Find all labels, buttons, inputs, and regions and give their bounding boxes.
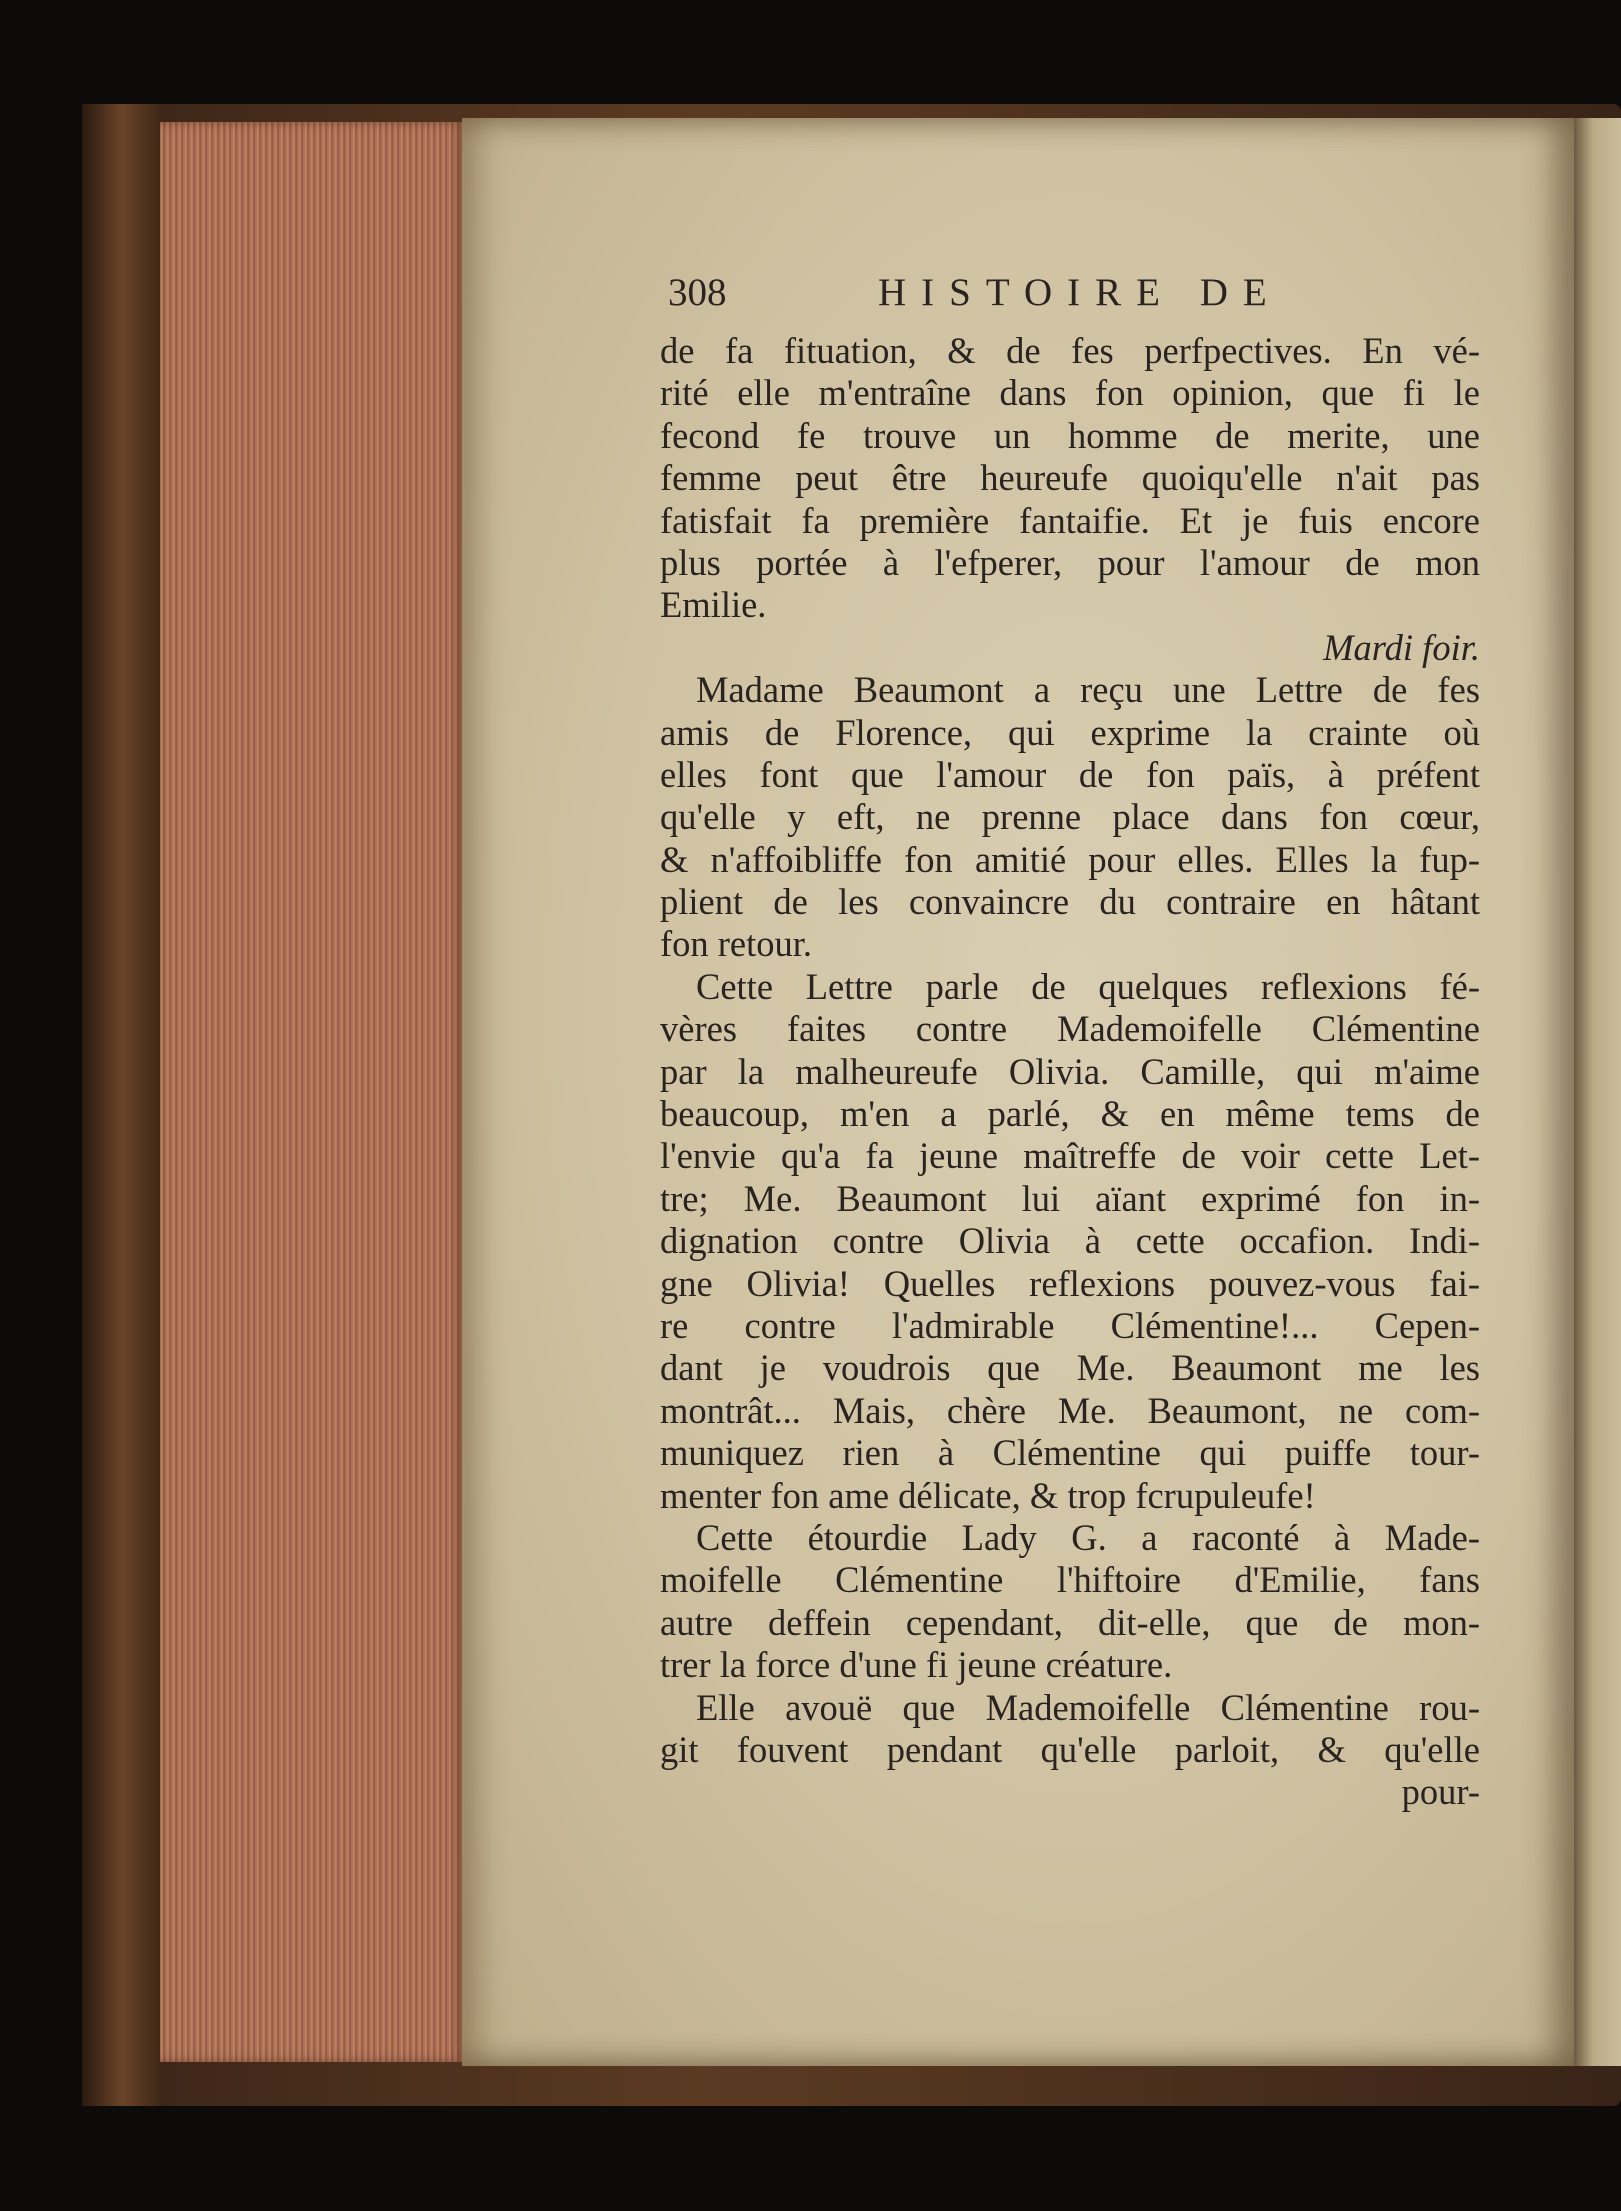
text-line: gne Olivia! Quelles reflexions pouvez-vous fai- xyxy=(660,1262,1480,1304)
body-text xyxy=(660,330,1480,1814)
text-line: trer la force d'une fi jeune créature. xyxy=(660,1644,1173,1686)
text-line: & n'affoibliffe fon amitié pour elles. Elles la fup- xyxy=(660,838,1480,880)
text-line: l'envie qu'a fa jeune maîtreffe de voir cette Let- xyxy=(660,1135,1480,1177)
text-line: Emilie. xyxy=(660,584,767,626)
text-line: plus portée à l'efperer, pour l'amour de mon xyxy=(660,541,1480,583)
text-line: Elle avouë que Mademoifelle Clémentine rou- xyxy=(696,1686,1480,1728)
text-line: Cette étourdie Lady G. a raconté à Made- xyxy=(696,1516,1480,1558)
text-line: fon retour. xyxy=(660,923,813,965)
text-line: amis de Florence, qui exprime la crainte où xyxy=(660,711,1480,753)
running-head: HISTOIRE DE xyxy=(878,271,1282,314)
text-line: de fa fituation, & de fes perfpectives. En vé- xyxy=(660,330,1480,371)
catchword-line xyxy=(660,1771,1480,1813)
text-line: rité elle m'entraîne dans fon opinion, que fi le xyxy=(660,372,1480,414)
text-line: beaucoup, m'en a parlé, & en même tems de xyxy=(660,1093,1480,1135)
catchword: pour- xyxy=(1401,1771,1480,1813)
text-line: elles font que l'amour de fon païs, à préfent xyxy=(660,753,1480,795)
text-line: fecond fe trouve un homme de merite, une xyxy=(660,414,1480,456)
page-edges xyxy=(160,122,465,2062)
facing-page-edge xyxy=(1574,118,1621,2066)
text-line: par la malheureufe Olivia. Camille, qui m'aime xyxy=(660,1050,1480,1092)
text-line: plient de les convaincre du contraire en hâtant xyxy=(660,881,1480,923)
page-header xyxy=(668,270,1328,320)
text-line: tre; Me. Beaumont lui aïant exprimé fon in- xyxy=(660,1177,1480,1219)
text-line: autre deffein cependant, dit-elle, que de mon- xyxy=(660,1601,1480,1643)
text-line: Madame Beaumont a reçu une Lettre de fes xyxy=(696,669,1480,711)
text-line: qu'elle y eft, ne prenne place dans fon cœur, xyxy=(660,796,1480,838)
text-line: dant je voudrois que Me. Beaumont me les xyxy=(660,1347,1480,1389)
text-line: git fouvent pendant qu'elle parloit, & qu'elle xyxy=(660,1728,1480,1770)
leather-cover-edge xyxy=(82,104,162,2106)
text-line: dignation contre Olivia à cette occafion. Indi- xyxy=(660,1220,1480,1262)
text-line: re contre l'admirable Clémentine!... Cepen- xyxy=(660,1304,1480,1346)
text-line: moifelle Clémentine l'hiftoire d'Emilie, fans xyxy=(660,1559,1480,1601)
text-line: fatisfait fa première fantaifie. Et je fuis encore xyxy=(660,499,1480,541)
text-line: Mardi foir. xyxy=(1323,626,1480,668)
text-line: montrât... Mais, chère Me. Beaumont, ne com- xyxy=(660,1389,1480,1431)
text-line: Cette Lettre parle de quelques reflexions fé- xyxy=(696,965,1480,1007)
text-line: muniquez rien à Clémentine qui puiffe tour- xyxy=(660,1432,1480,1474)
text-line: vères faites contre Mademoifelle Clémentine xyxy=(660,1008,1480,1050)
page-number: 308 xyxy=(668,271,727,314)
text-line: menter fon ame délicate, & trop fcrupuleufe! xyxy=(660,1474,1316,1516)
text-line: femme peut être heureufe quoiqu'elle n'ait pas xyxy=(660,457,1480,499)
